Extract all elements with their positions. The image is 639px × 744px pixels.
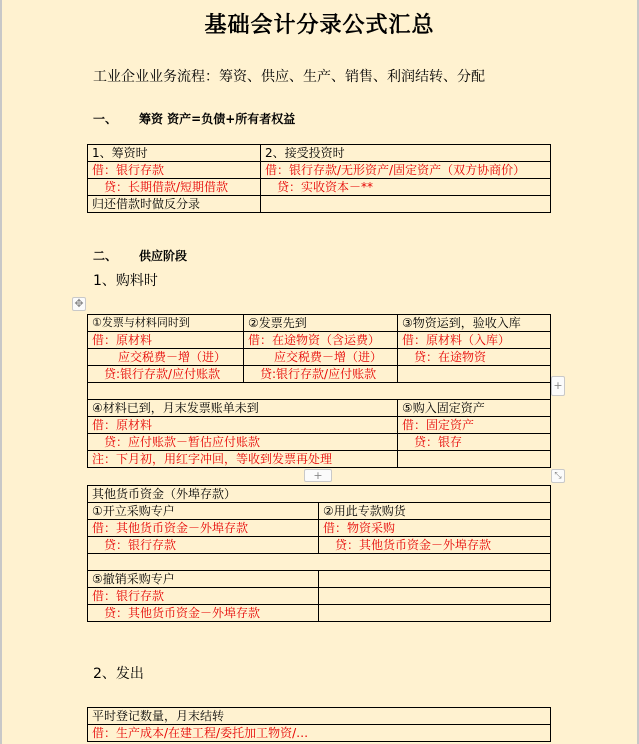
purchase-c5-credit: 贷：银存 xyxy=(398,434,551,451)
other-funds-c3-credit: 贷：其他货币资金－外埠存款 xyxy=(88,605,319,622)
purchase-c1-header: ①发票与材料同时到 xyxy=(88,315,244,332)
purchase-c2-debit: 借：在途物资（含运费） xyxy=(244,332,398,349)
section2-title: 供应阶段 xyxy=(139,249,188,263)
other-funds-c2-header: ②用此专款购货 xyxy=(319,503,551,520)
issue-subheading: 2、发出 xyxy=(93,666,144,682)
investment-note xyxy=(261,196,551,213)
document-title: 基础会计分录公式汇总 xyxy=(204,12,435,38)
investment-debit: 借：银行存款/无形资产/固定资产（双方协商价） xyxy=(261,162,551,179)
financing-note: 归还借款时做反分录 xyxy=(88,196,261,213)
other-funds-spacer-row xyxy=(88,554,551,571)
purchase-c1-credit: 贷:银行存款/应付账款 xyxy=(88,366,244,383)
purchase-c2-tax: 应交税费－增（进） xyxy=(244,349,398,366)
purchase-c3-credit: 贷：在途物资 xyxy=(398,349,551,366)
other-funds-c2-credit: 贷：其他货币资金－外埠存款 xyxy=(319,537,551,554)
purchase-c5-note xyxy=(398,451,551,468)
window-left-edge xyxy=(0,0,2,744)
financing-table xyxy=(87,144,551,213)
other-funds-c3-debit: 借：银行存款 xyxy=(88,588,319,605)
financing-debit: 借：银行存款 xyxy=(88,162,261,179)
other-funds-table xyxy=(87,485,551,622)
investment-header: 2、接受投资时 xyxy=(261,145,551,162)
business-flow-text: 工业企业业务流程：筹资、供应、生产、销售、利润结转、分配 xyxy=(93,69,485,85)
other-funds-c3-header: ⑤撤销采购专户 xyxy=(88,571,319,588)
purchase-c1-tax: 应交税费－增（进） xyxy=(88,349,244,366)
purchase-spacer-row xyxy=(88,383,551,400)
purchase-table xyxy=(87,314,551,468)
table-resize-handle-icon[interactable]: ⤡ xyxy=(551,469,565,483)
purchase-c4-credit: 贷：应付账款－暂估应付账款 xyxy=(88,434,398,451)
other-funds-c1-header: ①开立采购专户 xyxy=(88,503,319,520)
purchase-c3-empty xyxy=(398,366,551,383)
other-funds-c1-credit: 贷：银行存款 xyxy=(88,537,319,554)
purchase-subheading: 1、购料时 xyxy=(93,273,158,289)
investment-credit: 贷：实收资本－** xyxy=(261,179,551,196)
purchase-c5-debit: 借：固定资产 xyxy=(398,417,551,434)
financing-credit: 贷：长期借款/短期借款 xyxy=(88,179,261,196)
purchase-c3-header: ③物资运到，验收入库 xyxy=(398,315,551,332)
add-column-button[interactable]: + xyxy=(551,376,565,396)
purchase-c2-credit: 贷:银行存款/应付账款 xyxy=(244,366,398,383)
add-row-button[interactable]: + xyxy=(304,469,332,482)
other-funds-c4-debit xyxy=(319,588,551,605)
purchase-c5-header: ⑤购入固定资产 xyxy=(398,400,551,417)
section1-title: 筹资 资产=负债+所有者权益 xyxy=(139,112,296,126)
other-funds-c4-header xyxy=(319,571,551,588)
purchase-c1-debit: 借：原材料 xyxy=(88,332,244,349)
other-funds-title: 其他货币资金（外埠存款） xyxy=(88,486,551,503)
purchase-c2-header: ②发票先到 xyxy=(244,315,398,332)
financing-header: 1、筹资时 xyxy=(88,145,261,162)
issue-table xyxy=(87,707,551,742)
purchase-c3-debit: 借：原材料（入库） xyxy=(398,332,551,349)
other-funds-c1-debit: 借：其他货币资金－外埠存款 xyxy=(88,520,319,537)
purchase-c4-header: ④材料已到，月末发票账单未到 xyxy=(88,400,398,417)
section2-heading xyxy=(93,247,187,264)
purchase-c4-debit: 借：原材料 xyxy=(88,417,398,434)
purchase-c4-note: 注：下月初，用红字冲回，等收到发票再处理 xyxy=(88,451,398,468)
other-funds-c4-credit xyxy=(319,605,551,622)
section1-heading xyxy=(93,110,295,127)
issue-header: 平时登记数量，月末结转 xyxy=(88,708,551,725)
section1-number: 一、 xyxy=(93,112,118,126)
section2-number: 二、 xyxy=(93,249,118,263)
other-funds-c2-debit: 借：物资采购 xyxy=(319,520,551,537)
issue-debit: 借：生产成本/在建工程/委托加工物资/… xyxy=(88,725,551,742)
table-move-handle-icon[interactable]: ✥ xyxy=(72,297,86,311)
